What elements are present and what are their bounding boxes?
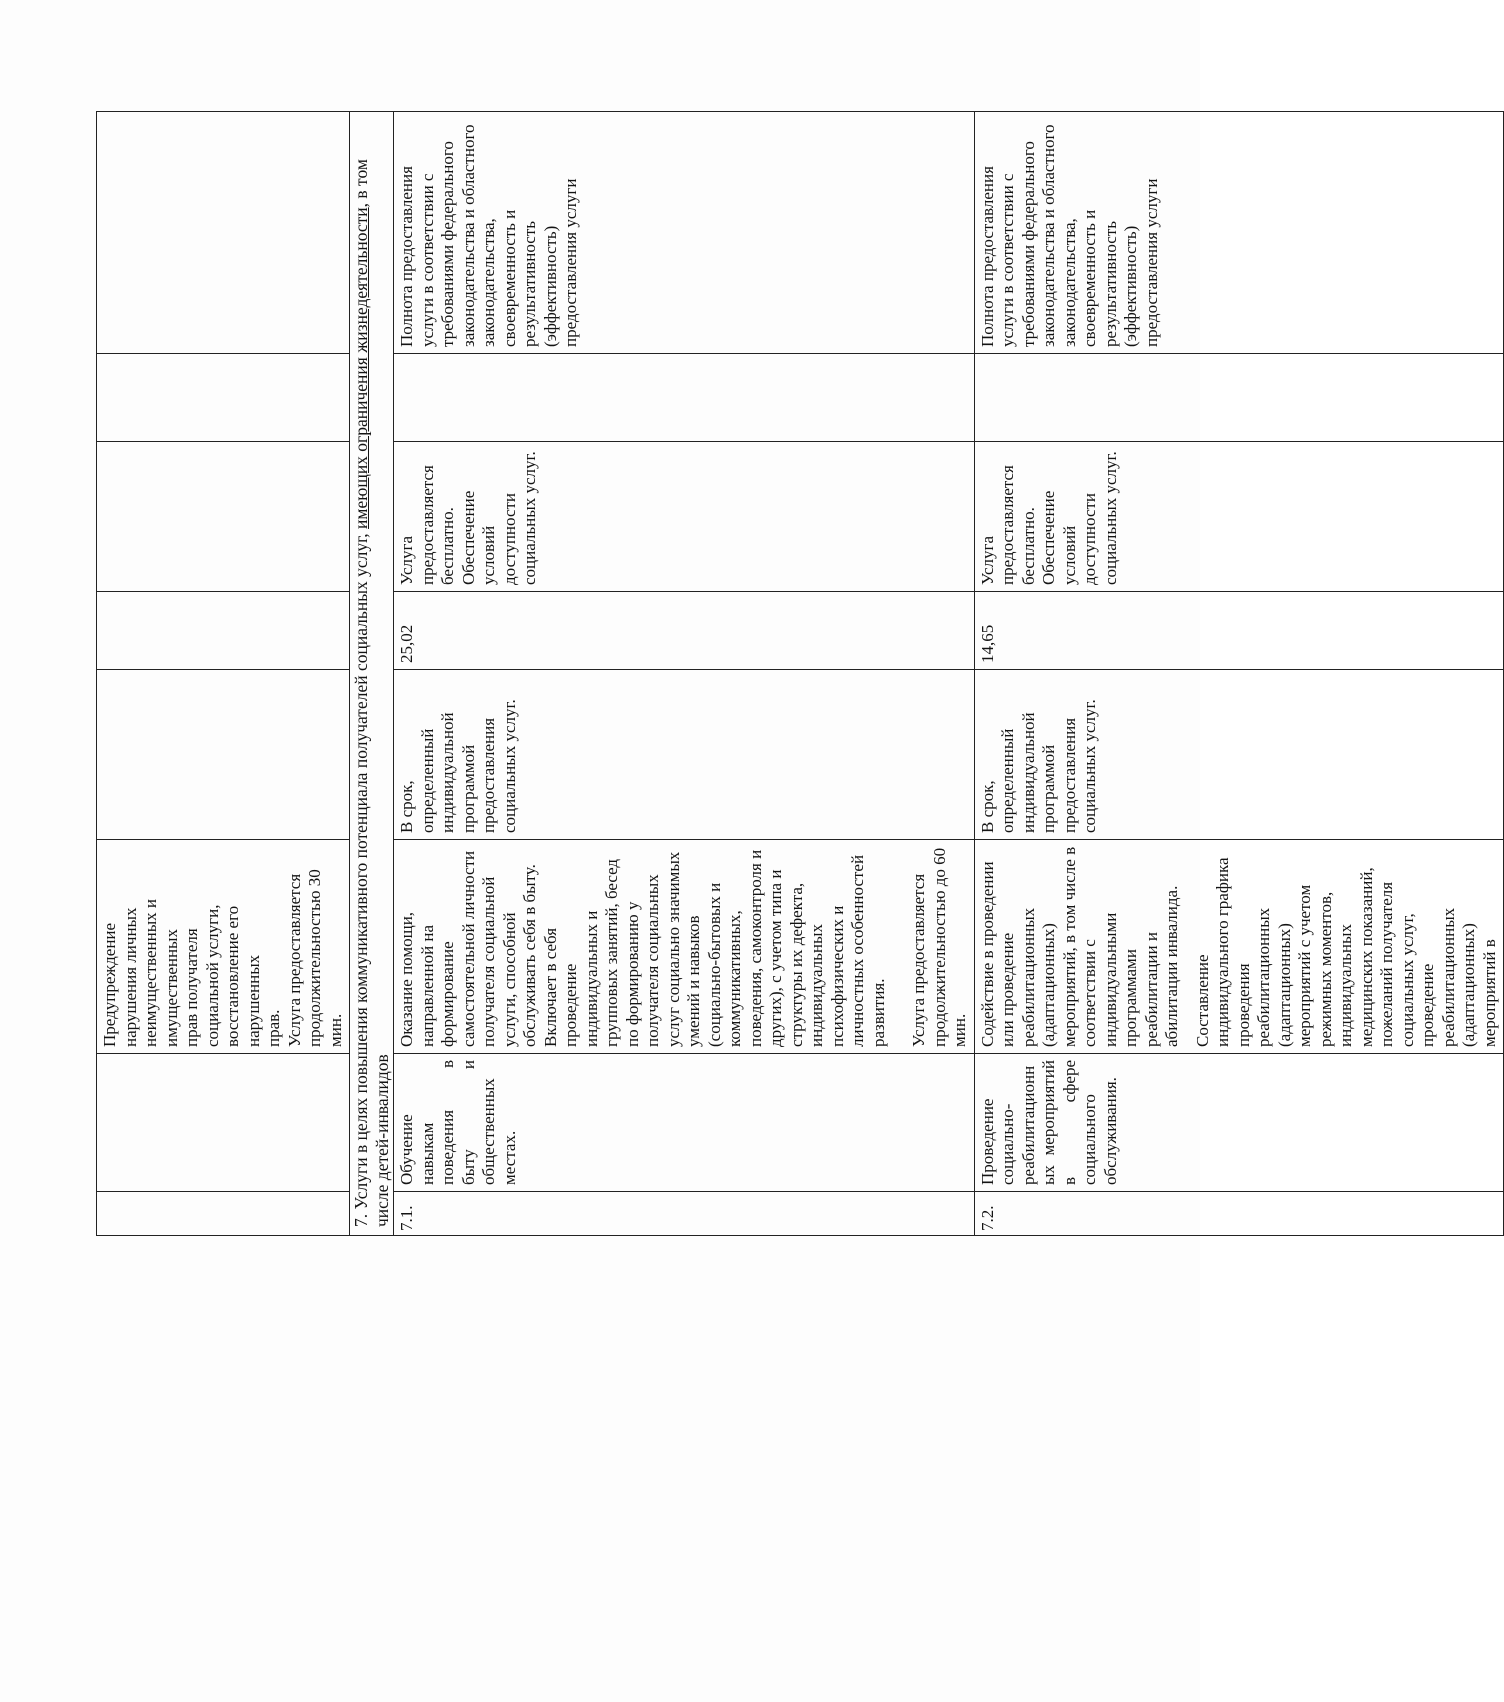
section-title [350, 112, 394, 1236]
conditions-text: Услуга предоставляется бесплатно. [397, 465, 457, 585]
row-number: 7.1. [394, 1192, 975, 1236]
number-cell [97, 1192, 350, 1236]
table-row [394, 112, 975, 1236]
service-name-cell [97, 1054, 350, 1192]
quality-text: Полнота предоставления услуги в соответствии с требованиями федерального законодательства и областного законодательства, своевременность и результативность (эффективность) предоставления услуги [974, 112, 1504, 354]
conditions-text: Услуга предоставляется бесплатно. [977, 465, 1038, 585]
description-line: прав. [264, 1009, 283, 1047]
duration-text: Услуга предоставляется продолжительностью 30 мин. [284, 869, 345, 1047]
duration-text: Услуга предоставляется продолжительностью до 60 мин. [909, 847, 969, 1047]
table-row-continuation [97, 112, 350, 1236]
row-number: 7.2. [974, 1192, 1504, 1236]
tariff-value: 25,02 [394, 592, 975, 670]
conditions-cell [97, 442, 350, 592]
service-name: Проведение социально-реабилитационных мероприятий в сфере социального обслуживания. [974, 1054, 1504, 1192]
section-title-underlined: имеющих ограничения жизнедеятельности [351, 207, 371, 529]
section-title-text: Услуги в целях повышения коммуникативного потенциала получателей социальных услуг, [351, 533, 371, 1210]
conditions-text: Обеспечение условий доступности социальных услуг. [1039, 451, 1120, 585]
description-line: Предупреждение нарушения личных [100, 907, 140, 1047]
rotated-table-container [96, 112, 1499, 1236]
tariff-cell [97, 592, 350, 670]
description-line: неимущественных и имущественных [141, 899, 181, 1047]
quality-text: Полнота предоставления услуги в соответствии с требованиями федерального законодательства и областного законодательства, своевременность и результативность (эффективность) предоставления услуги [394, 112, 975, 354]
service-description-cell [974, 840, 1504, 1054]
quality-cell [97, 112, 350, 354]
conditions-cell [974, 442, 1504, 592]
service-description: Оказание помощи, направленной на формирование самостоятельной личности получателя социальной услуги, способной обслуживать себя в быту. [397, 850, 539, 1047]
section-title-tail: , в том числе детей-инвалидов [351, 159, 392, 1227]
empty-cell [974, 354, 1504, 442]
section-header-row [350, 112, 394, 1236]
service-description-detail: Составление индивидуального графика проведения реабилитационных (адаптационных) мероприятий с учетом режимных моментов, индивидуальных медицинских показаний, пожеланий получателя социальных услуг, проведение реабилитационных (адаптационных) мероприятий в [1192, 857, 1499, 1047]
empty-cell [97, 354, 350, 442]
table-row [974, 112, 1504, 1236]
service-description: Содействие в проведении или проведение реабилитационных (адаптационных) мероприятий, в том числе в соответствии с индивидуальными программами реабилитации и абилитации инвалида. [977, 846, 1181, 1047]
conditions-cell [394, 442, 975, 592]
empty-cell [394, 354, 975, 442]
conditions-text: Обеспечение условий доступности социальных услуг. [458, 451, 539, 585]
service-description-cell [394, 840, 975, 1054]
tariff-value: 14,65 [974, 592, 1504, 670]
term-cell [97, 670, 350, 840]
section-number: 7. [351, 1213, 371, 1227]
services-table [96, 111, 1504, 1236]
service-description-detail: Включает в себя проведение индивидуальных и групповых занятий, бесед по формированию у получателя социальных услуг социально значимых умений и навыков (социально-бытовых и коммуникативных, поведения, самоконтроля и других), с учетом типа и структуры их дефекта, индивидуальных психофизических и личностных особенностей развития. [540, 849, 888, 1047]
description-line: восстановление его нарушенных [223, 905, 263, 1047]
term-text: В срок, определенный индивидуальной программой предоставления социальных услуг. [974, 670, 1504, 840]
term-text: В срок, определенный индивидуальной программой предоставления социальных услуг. [394, 670, 975, 840]
description-line: прав получателя социальной услуги, [182, 904, 222, 1047]
service-description-cell [97, 840, 350, 1054]
service-name: Обучение навыкам поведения в быту и общественных местах. [394, 1054, 975, 1192]
